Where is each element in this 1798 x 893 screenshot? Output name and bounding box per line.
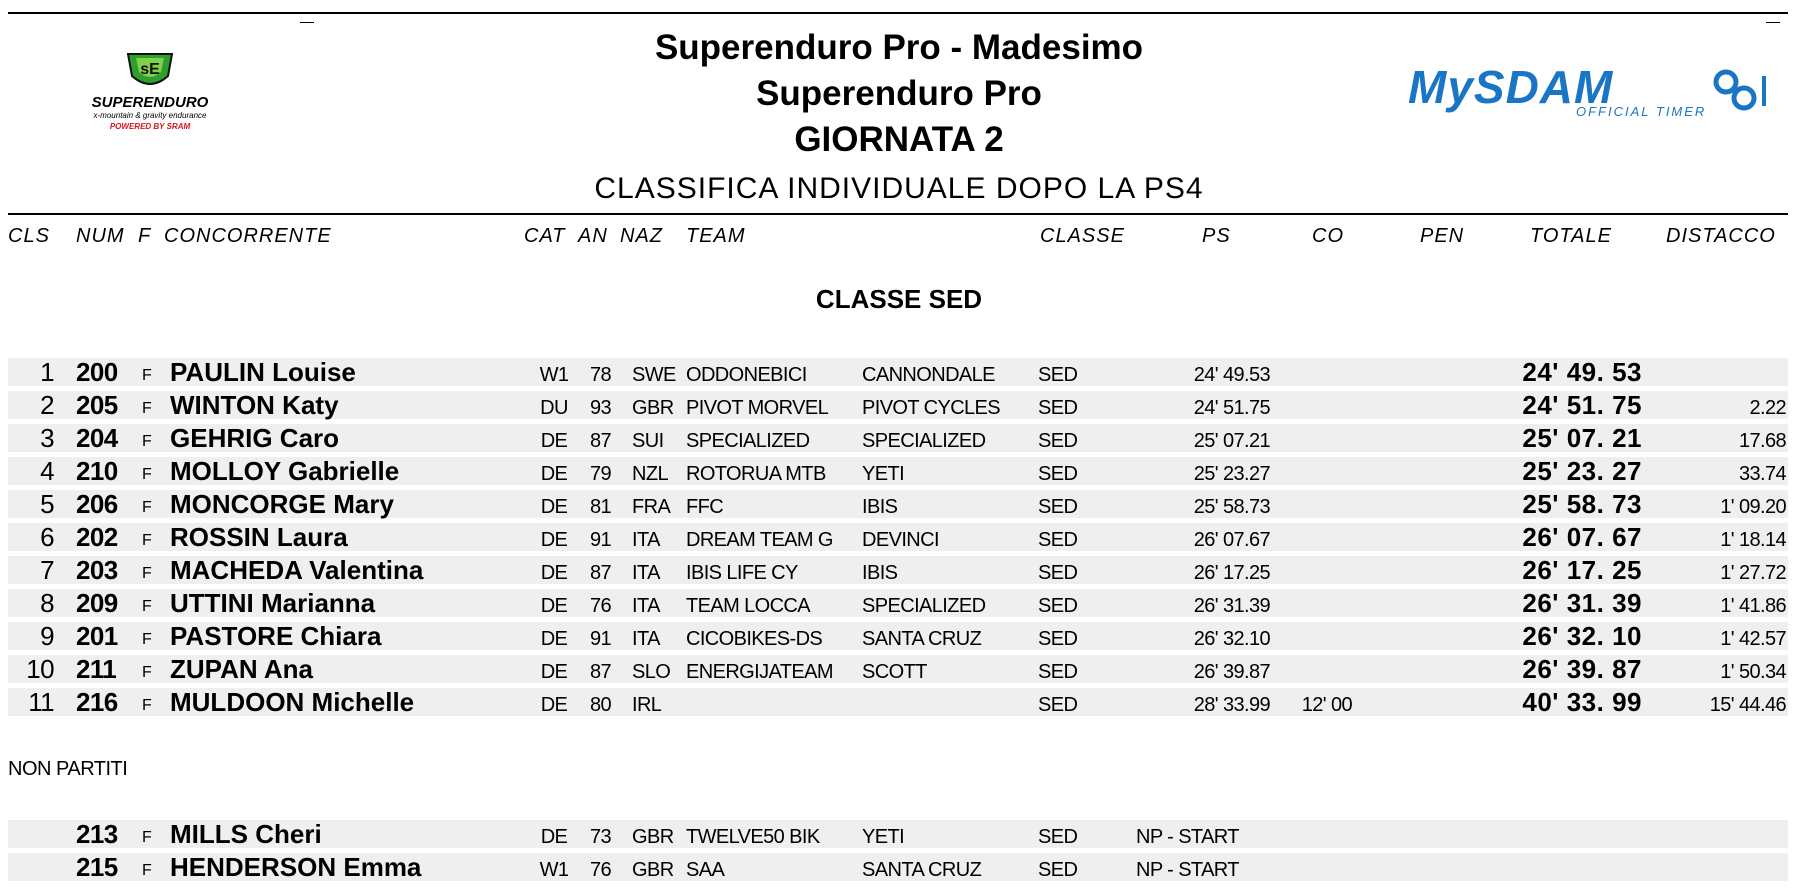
rider-name-cell: PAULIN Louise — [170, 357, 356, 387]
total-time-cell: 24' 49. 53 — [1522, 357, 1642, 387]
class-cell: SED — [1038, 397, 1078, 419]
total-time-cell: 26' 31. 39 — [1522, 588, 1642, 618]
co-cell — [1292, 490, 1352, 518]
rank-cell: 3 — [40, 423, 54, 453]
co-cell — [1292, 358, 1352, 386]
nation-cell: ITA — [632, 595, 660, 617]
gender-cell: F — [142, 532, 152, 549]
table-row — [8, 556, 1788, 584]
category-cell: W1 — [539, 859, 569, 881]
table-row — [8, 424, 1788, 452]
class-cell: SED — [1038, 661, 1078, 683]
header-rule — [8, 213, 1788, 215]
category-cell: DE — [540, 430, 568, 452]
bib-number-cell: 205 — [76, 390, 118, 420]
bib-number-cell: 213 — [76, 819, 118, 849]
total-time-cell: 24' 51. 75 — [1522, 390, 1642, 420]
col-an: AN — [578, 225, 608, 247]
mysdam-wordmark: MySDAM — [1408, 61, 1614, 113]
rider-name-cell: MOLLOY Gabrielle — [170, 456, 400, 486]
rider-name-cell: GEHRIG Caro — [170, 423, 340, 453]
ps-time-cell: 25' 58.73 — [1193, 496, 1270, 518]
ps-time-cell: 26' 31.39 — [1193, 595, 1270, 617]
ps-time-cell: 25' 07.21 — [1193, 430, 1270, 452]
ranking-title: CLASSIFICA INDIVIDUALE DOPO LA PS4 — [594, 172, 1204, 205]
nation-cell: ITA — [632, 529, 660, 551]
class-cell: SED — [1038, 430, 1078, 452]
category-cell: DE — [540, 694, 568, 716]
gap-cell: 2.22 — [1749, 397, 1786, 419]
year-cell: 81 — [590, 496, 612, 518]
table-row — [8, 490, 1788, 518]
gender-cell: F — [142, 631, 152, 648]
col-classe: CLASSE — [1040, 225, 1125, 247]
table-row — [8, 655, 1788, 683]
total-time-cell: 26' 17. 25 — [1522, 555, 1642, 585]
rank-cell: 11 — [28, 687, 54, 717]
rider-name-cell: WINTON Katy — [170, 390, 339, 420]
nation-cell: IRL — [632, 694, 662, 716]
event-title: Superenduro Pro - Madesimo — [654, 28, 1144, 67]
gender-cell: F — [142, 400, 152, 417]
co-cell — [1292, 556, 1352, 584]
category-cell: DE — [540, 529, 568, 551]
rank-cell: 7 — [40, 555, 54, 585]
class-cell: SED — [1038, 463, 1078, 485]
co-cell — [1292, 622, 1352, 650]
rider-name-cell: HENDERSON Emma — [170, 852, 422, 882]
year-cell: 91 — [590, 628, 612, 650]
rider-name-cell: MILLS Cheri — [170, 819, 322, 849]
rider-name-cell: MULDOON Michelle — [170, 687, 415, 717]
gender-cell: F — [142, 697, 152, 714]
team-cell: PIVOT MORVEL — [686, 397, 829, 419]
gender-cell: F — [142, 829, 152, 846]
col-ps: PS — [1202, 225, 1231, 247]
section-title: CLASSE SED — [815, 284, 983, 314]
gap-cell: 1' 41.86 — [1720, 595, 1786, 617]
co-cell — [1292, 457, 1352, 485]
sponsor-cell: SANTA CRUZ — [862, 628, 982, 650]
sponsor-cell: DEVINCI — [862, 529, 939, 551]
sponsor-cell: CANNONDALE — [862, 364, 995, 386]
gender-cell: F — [142, 598, 152, 615]
year-cell: 73 — [590, 826, 612, 848]
top-rule — [8, 12, 1788, 14]
year-cell: 87 — [590, 661, 612, 683]
co-cell — [1292, 424, 1352, 452]
table-row — [8, 358, 1788, 386]
year-cell: 91 — [590, 529, 612, 551]
sponsor-cell: SPECIALIZED — [862, 595, 986, 617]
team-cell: SAA — [686, 859, 725, 881]
year-cell: 87 — [590, 562, 612, 584]
sponsor-cell: SANTA CRUZ — [862, 859, 982, 881]
bib-number-cell: 202 — [76, 522, 118, 552]
table-row — [8, 820, 1788, 848]
gap-cell: 1' 42.57 — [1720, 628, 1786, 650]
nation-cell: GBR — [632, 826, 674, 848]
col-naz: NAZ — [620, 225, 663, 247]
team-cell: DREAM TEAM G — [686, 529, 833, 551]
year-cell: 78 — [590, 364, 612, 386]
sponsor-cell: SCOTT — [862, 661, 927, 683]
nation-cell: GBR — [632, 397, 674, 419]
gap-cell: 17.68 — [1738, 430, 1786, 452]
superenduro-wordmark: SUPERENDURO — [91, 94, 209, 111]
bib-number-cell: 209 — [76, 588, 118, 618]
rider-name-cell: ZUPAN Ana — [170, 654, 313, 684]
team-cell: IBIS LIFE CY — [686, 562, 798, 584]
category-cell: DE — [540, 463, 568, 485]
rank-cell: 5 — [40, 489, 54, 519]
co-cell — [1292, 523, 1352, 551]
col-concorrente: CONCORRENTE — [164, 225, 332, 247]
table-row — [8, 688, 1788, 716]
gap-cell: 15' 44.46 — [1709, 694, 1786, 716]
category-cell: DE — [540, 661, 568, 683]
nation-cell: SUI — [632, 430, 664, 452]
rider-name-cell: PASTORE Chiara — [170, 621, 382, 651]
gender-cell: F — [142, 367, 152, 384]
co-cell — [1292, 391, 1352, 419]
category-cell: DE — [540, 595, 568, 617]
team-cell: FFC — [686, 496, 724, 518]
total-time-cell: 26' 39. 87 — [1522, 654, 1642, 684]
bib-number-cell: 204 — [76, 423, 118, 453]
superenduro-tagline: x-mountain & gravity endurance — [93, 111, 207, 120]
sponsor-cell: IBIS — [862, 562, 898, 584]
class-cell: SED — [1038, 694, 1078, 716]
ps-time-cell: 24' 51.75 — [1193, 397, 1270, 419]
class-cell: SED — [1038, 859, 1078, 881]
team-cell: SPECIALIZED — [686, 430, 810, 452]
rank-cell: 8 — [40, 588, 54, 618]
rank-cell: 1 — [40, 357, 54, 387]
gap-cell: 1' 27.72 — [1720, 562, 1786, 584]
class-cell: SED — [1038, 826, 1078, 848]
col-cls: CLS — [8, 225, 50, 247]
gap-cell: 1' 09.20 — [1720, 496, 1786, 518]
team-cell: CICOBIKES-DS — [686, 628, 823, 650]
year-cell: 76 — [590, 859, 612, 881]
sponsor-cell: YETI — [862, 826, 905, 848]
table-row — [8, 391, 1788, 419]
year-cell: 87 — [590, 430, 612, 452]
total-time-cell: 26' 07. 67 — [1522, 522, 1642, 552]
class-cell: SED — [1038, 364, 1078, 386]
svg-text:sE: sE — [140, 61, 160, 78]
co-cell: 12' 00 — [1301, 694, 1352, 716]
gap-cell: 33.74 — [1738, 463, 1786, 485]
bib-number-cell: 210 — [76, 456, 118, 486]
nation-cell: NZL — [632, 463, 668, 485]
bib-number-cell: 206 — [76, 489, 118, 519]
year-cell: 79 — [590, 463, 612, 485]
year-cell: 80 — [590, 694, 612, 716]
nation-cell: SWE — [632, 364, 676, 386]
gap-cell — [1668, 358, 1786, 386]
col-cat: CAT — [524, 225, 566, 247]
co-cell — [1292, 655, 1352, 683]
class-cell: SED — [1038, 562, 1078, 584]
co-cell — [1292, 589, 1352, 617]
year-cell: 93 — [590, 397, 612, 419]
status-cell: NP - START — [1136, 859, 1239, 881]
bib-number-cell: 200 — [76, 357, 118, 387]
team-cell: TEAM LOCCA — [686, 595, 811, 617]
team-cell: ODDONEBICI — [686, 364, 807, 386]
rank-cell: 10 — [26, 654, 54, 684]
nation-cell: FRA — [632, 496, 671, 518]
sponsor-cell: IBIS — [862, 496, 898, 518]
gender-cell: F — [142, 664, 152, 681]
ps-time-cell: 28' 33.99 — [1193, 694, 1270, 716]
rank-cell: 6 — [40, 522, 54, 552]
col-distacco: DISTACCO — [1666, 225, 1776, 247]
status-cell: NP - START — [1136, 826, 1239, 848]
rank-cell: 2 — [40, 390, 54, 420]
table-row — [8, 457, 1788, 485]
col-num: NUM — [76, 225, 125, 247]
official-timer-label: OFFICIAL TIMER — [1576, 104, 1707, 119]
category-cell: DU — [540, 397, 568, 419]
ps-time-cell: 26' 17.25 — [1193, 562, 1270, 584]
year-cell: 76 — [590, 595, 612, 617]
table-row — [8, 622, 1788, 650]
total-time-cell: 25' 07. 21 — [1522, 423, 1642, 453]
col-co: CO — [1312, 225, 1344, 247]
category-cell: DE — [540, 496, 568, 518]
bib-number-cell: 215 — [76, 852, 118, 882]
ps-time-cell: 26' 39.87 — [1193, 661, 1270, 683]
class-cell: SED — [1038, 628, 1078, 650]
col-pen: PEN — [1420, 225, 1465, 247]
gender-cell: F — [142, 433, 152, 450]
category-cell: W1 — [539, 364, 569, 386]
gender-cell: F — [142, 499, 152, 516]
team-cell: ENERGIJATEAM — [686, 661, 833, 683]
sponsor-cell: SPECIALIZED — [862, 430, 986, 452]
ps-time-cell: 26' 32.10 — [1193, 628, 1270, 650]
total-time-cell: 40' 33. 99 — [1522, 687, 1642, 717]
category-cell: DE — [540, 628, 568, 650]
ps-time-cell: 24' 49.53 — [1193, 364, 1270, 386]
total-time-cell: 25' 58. 73 — [1522, 489, 1642, 519]
col-totale: TOTALE — [1530, 225, 1612, 247]
table-row — [8, 523, 1788, 551]
bib-number-cell: 201 — [76, 621, 118, 651]
table-row — [8, 589, 1788, 617]
gender-cell: F — [142, 862, 152, 879]
category-cell: DE — [540, 562, 568, 584]
event-subtitle: Superenduro Pro — [756, 74, 1042, 113]
class-cell: SED — [1038, 595, 1078, 617]
ps-time-cell: 25' 23.27 — [1193, 463, 1270, 485]
bib-number-cell: 211 — [76, 654, 117, 684]
gap-cell: 1' 50.34 — [1720, 661, 1786, 683]
nation-cell: ITA — [632, 562, 660, 584]
powered-by-sram: POWERED BY SRAM — [109, 122, 191, 131]
class-cell: SED — [1038, 529, 1078, 551]
rank-cell: 4 — [40, 456, 54, 486]
category-cell: DE — [540, 826, 568, 848]
team-cell: ROTORUA MTB — [686, 463, 826, 485]
col-team: TEAM — [686, 225, 746, 247]
sponsor-cell: PIVOT CYCLES — [862, 397, 1001, 419]
gender-cell: F — [142, 565, 152, 582]
tick-mark — [1766, 22, 1780, 23]
bib-number-cell: 216 — [76, 687, 118, 717]
table-row — [8, 853, 1788, 881]
nation-cell: ITA — [632, 628, 660, 650]
bib-number-cell: 203 — [76, 555, 118, 585]
sponsor-cell: YETI — [862, 463, 905, 485]
rider-name-cell: ROSSIN Laura — [170, 522, 348, 552]
non-partiti-label: NON PARTITI — [8, 758, 128, 780]
gender-cell: F — [142, 466, 152, 483]
nation-cell: GBR — [632, 859, 674, 881]
total-time-cell: 26' 32. 10 — [1522, 621, 1642, 651]
rank-cell: 9 — [40, 621, 54, 651]
tick-mark — [300, 22, 314, 23]
col-f: F — [138, 225, 152, 247]
gap-cell: 1' 18.14 — [1720, 529, 1786, 551]
rider-name-cell: UTTINI Marianna — [170, 588, 376, 618]
rider-name-cell: MACHEDA Valentina — [170, 555, 424, 585]
ps-time-cell: 26' 07.67 — [1193, 529, 1270, 551]
team-cell: TWELVE50 BIK — [686, 826, 820, 848]
nation-cell: SLO — [632, 661, 671, 683]
class-cell: SED — [1038, 496, 1078, 518]
day-title: GIORNATA 2 — [794, 120, 1004, 159]
total-time-cell: 25' 23. 27 — [1522, 456, 1642, 486]
rider-name-cell: MONCORGE Mary — [170, 489, 394, 519]
